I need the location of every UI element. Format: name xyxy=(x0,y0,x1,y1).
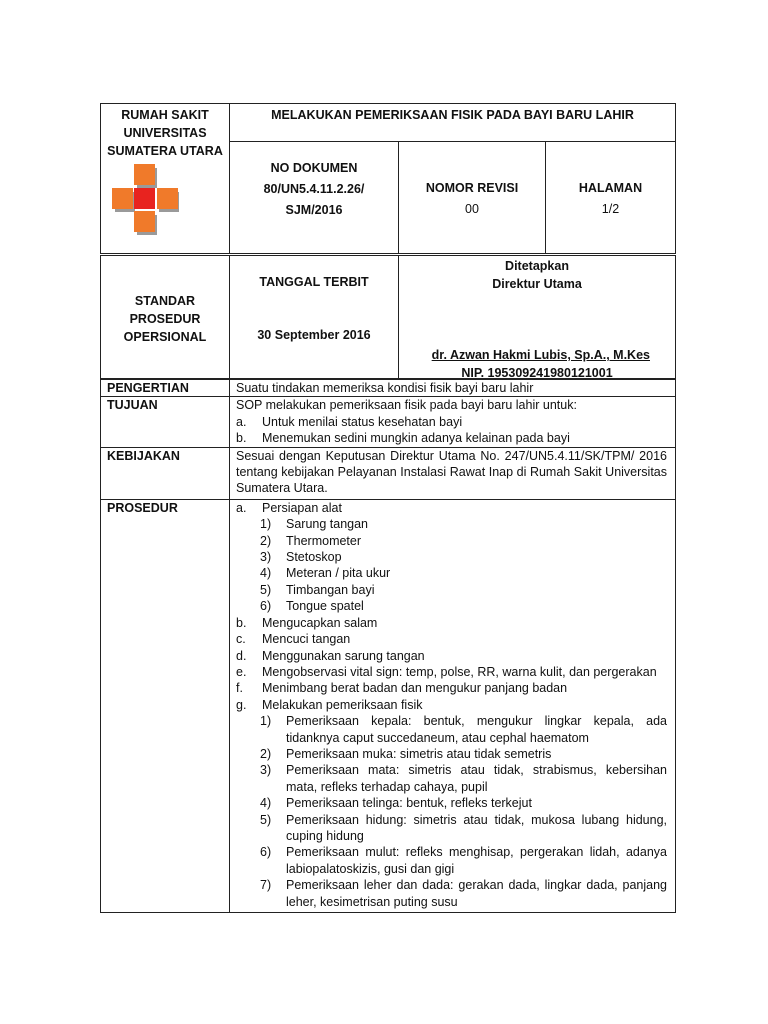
tujuan-label: TUJUAN xyxy=(101,397,230,447)
sop-line-2: PROSEDUR xyxy=(129,312,201,326)
content-table xyxy=(100,379,676,913)
list-item: 6) Pemeriksaan mulut: refleks menghisap, pergerakan lidah, adanya labiopalatoskizis, gusi dan gigi xyxy=(260,845,667,876)
ditetapkan-label: Ditetapkan xyxy=(505,259,569,273)
list-item: 6) Tongue spatel xyxy=(260,599,364,614)
list-item: 1) Pemeriksaan kepala: bentuk, mengukur lingkar kepala, ada tidanknya caput succedaneum, atau cephal haematom xyxy=(260,714,667,745)
tujuan-cell xyxy=(230,397,676,447)
tanggal-label: TANGGAL TERBIT xyxy=(259,275,369,289)
revisi-label: NOMOR REVISI xyxy=(425,181,519,195)
tanggal-value: 30 September 2016 xyxy=(257,328,371,342)
list-item: 2) Thermometer xyxy=(260,533,362,548)
hospital-logo xyxy=(106,160,186,240)
revisi-cell xyxy=(399,142,546,254)
kebijakan-label: KEBIJAKAN xyxy=(101,447,230,499)
kebijakan-text: Sesuai dengan Keputusan Direktur Utama No. 247/UN5.4.11/SK/TPM/ 2016 tentang kebijakan Pelayanan Instalasi Rawat Inap di Rumah Sakit Universitas Sumatera Utara. xyxy=(230,447,676,499)
halaman-value: 1/2 xyxy=(601,202,620,216)
list-item: 3) Stetoskop xyxy=(260,550,342,565)
list-item: 5) Pemeriksaan hidung: simetris atau tidak, mukosa lubang hidung, cuping hidung xyxy=(260,812,667,843)
list-item: e. Mengobservasi vital sign: temp, polse, RR, warna kulit, dan pergerakan xyxy=(236,664,657,679)
halaman-cell xyxy=(546,142,676,254)
hospital-line-3: SUMATERA UTARA xyxy=(107,144,223,158)
list-item: 7) Pemeriksaan leher dan dada: gerakan dada, lingkar dada, panjang leher, kesimetrisan puting susu xyxy=(260,878,667,909)
sop-line-1: STANDAR xyxy=(134,294,196,308)
tanggal-cell xyxy=(230,256,399,379)
logo-left-square xyxy=(112,188,133,209)
pengertian-label: PENGERTIAN xyxy=(101,380,230,397)
list-item: c. Mencuci tangan xyxy=(236,632,351,647)
prosedur-label: PROSEDUR xyxy=(101,499,230,912)
logo-top-square xyxy=(134,164,155,185)
doc-no-1: 80/UN5.4.11.2.26/ xyxy=(263,182,365,196)
signer-nip: NIP. 195309241980121001 xyxy=(461,366,613,380)
hospital-line-2: UNIVERSITAS xyxy=(123,126,207,140)
sop-cell xyxy=(101,256,230,379)
list-item: f. Menimbang berat badan dan mengukur panjang badan xyxy=(236,681,568,696)
prosedur-cell xyxy=(230,499,676,912)
list-item: 3) Pemeriksaan mata: simetris atau tidak, strabismus, kebersihan mata, refleks terhadap cahaya, pupil xyxy=(260,763,667,794)
doc-no-2: SJM/2016 xyxy=(285,203,343,217)
ditetapkan-cell xyxy=(399,256,676,379)
signer-name: dr. Azwan Hakmi Lubis, Sp.A., M.Kes xyxy=(431,348,650,362)
direktur-label: Direktur Utama xyxy=(492,277,582,291)
list-item: g. Melakukan pemeriksaan fisik xyxy=(236,697,423,712)
list-item: 4) Meteran / pita ukur xyxy=(260,566,391,581)
list-item: a. Persiapan alat xyxy=(236,500,342,515)
document-title: MELAKUKAN PEMERIKSAAN FISIK PADA BAYI BARU LAHIR xyxy=(230,104,676,142)
header-table xyxy=(100,103,676,254)
list-item: 1) Sarung tangan xyxy=(260,517,369,532)
list-item: d. Menggunakan sarung tangan xyxy=(236,648,425,663)
halaman-label: HALAMAN xyxy=(578,181,643,195)
logo-right-square xyxy=(157,188,178,209)
pengertian-text: Suatu tindakan memeriksa kondisi fisik bayi baru lahir xyxy=(230,380,676,397)
doc-label: NO DOKUMEN xyxy=(270,161,358,175)
doc-number-cell xyxy=(230,142,399,254)
revisi-value: 00 xyxy=(465,202,479,216)
tujuan-intro: SOP melakukan pemeriksaan fisik pada bayi baru lahir untuk: xyxy=(236,398,577,413)
meta-table xyxy=(100,255,676,379)
list-item: 2) Pemeriksaan muka: simetris atau tidak semetris xyxy=(260,746,552,761)
logo-center-square xyxy=(134,188,155,209)
list-item: b. Mengucapkan salam xyxy=(236,615,378,630)
list-item: b. Menemukan sedini mungkin adanya kelainan pada bayi xyxy=(236,431,570,446)
hospital-line-1: RUMAH SAKIT xyxy=(121,108,209,122)
list-item: a. Untuk menilai status kesehatan bayi xyxy=(236,414,463,429)
sop-line-3: OPERSIONAL xyxy=(123,330,207,344)
logo-bottom-square xyxy=(134,211,155,232)
list-item: 5) Timbangan bayi xyxy=(260,582,375,597)
list-item: 4) Pemeriksaan telinga: bentuk, refleks terkejut xyxy=(260,796,532,811)
